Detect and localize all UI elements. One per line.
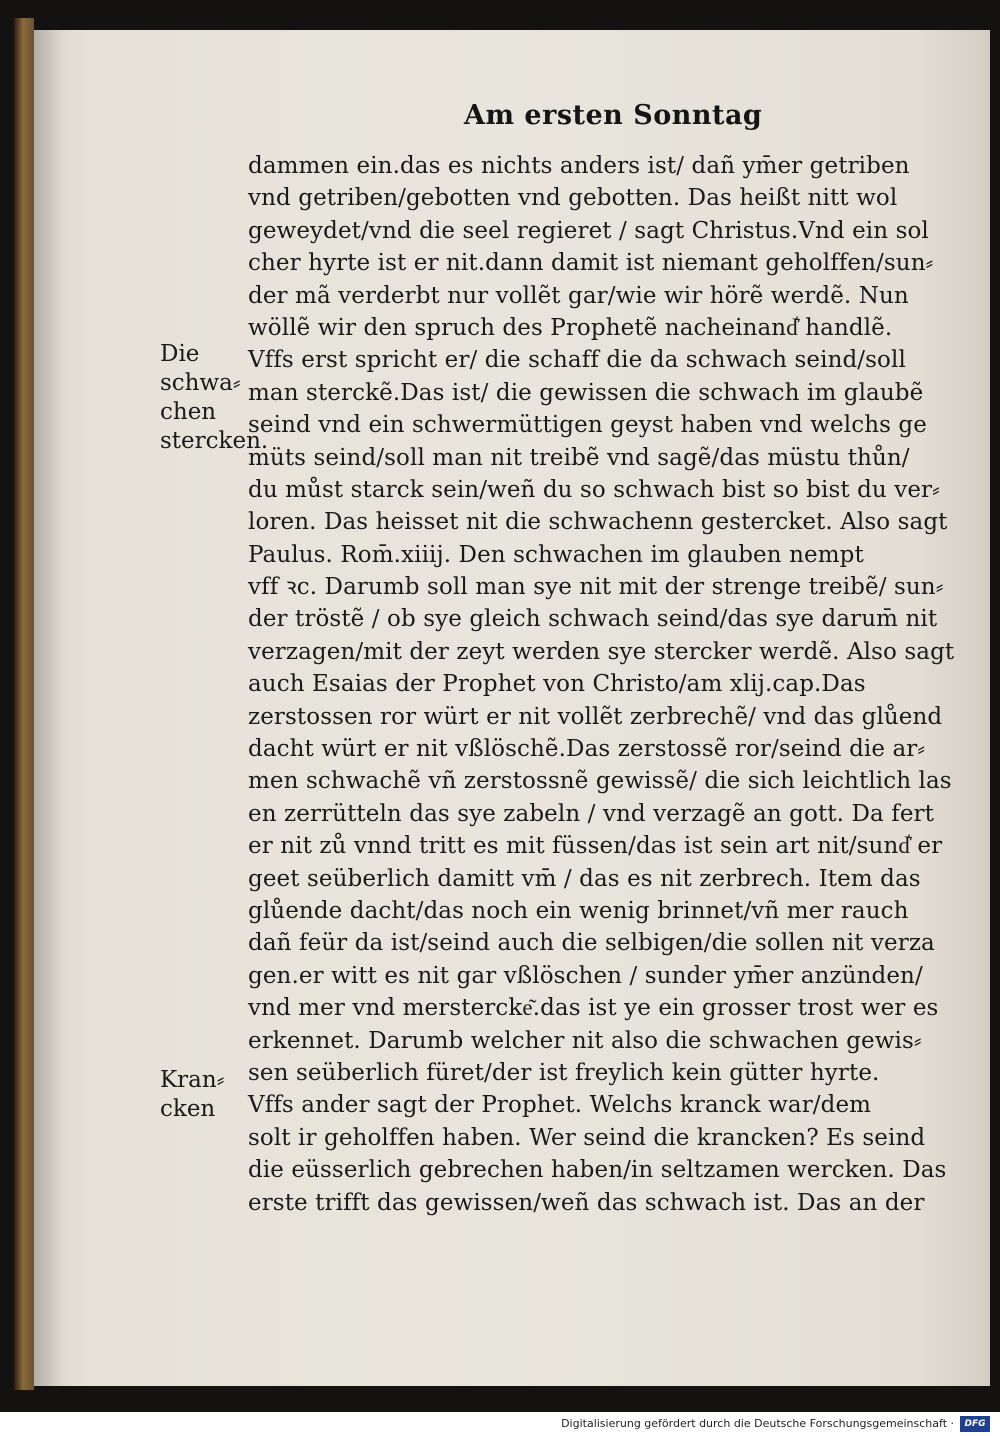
page-gutter-shadow [34,30,64,1386]
dfg-logo: DFG [960,1416,990,1432]
text-line: men schwachẽ vñ zerstossnẽ gewissẽ/ die sich leichtlich las [248,768,952,795]
text-line: loren. Das heisset nit die schwachenn gestercket. Also sagt [248,509,948,536]
text-line: en zerrütteln das sye zabeln / vnd verzagẽ an gott. Da fert [248,800,934,827]
text-line: sen seüberlich füret/der ist freylich kein gütter hyrte. [248,1059,880,1086]
text-line: gen.er witt es nit gar vßlöschen / sunder ym̄er anzünden/ [248,962,923,989]
text-line: erste trifft das gewissen/weñ das schwach ist. Das an der [248,1189,925,1216]
running-head: Am ersten Sonntag [464,100,763,131]
margin-note-krancken [160,1066,224,1124]
text-line: vff ꝛc. Darumb soll man sye nit mit der strenge treibẽ/ sun⸗ [248,574,944,601]
margin-note-line: cken [160,1096,216,1122]
text-line: dacht würt er nit vßlöschẽ.Das zerstossẽ ror/seind die ar⸗ [248,736,926,763]
text-line: geweydet/vnd die seel regieret / sagt Christus.Vnd ein sol [248,217,929,244]
text-line: solt ir geholffen haben. Wer seind die krancken? Es seind [248,1124,926,1151]
text-line: müts seind/soll man nit treibẽ vnd sagẽ/das müstu thůn/ [248,444,910,471]
text-line: vnd getriben/gebotten vnd gebotten. Das heißt nitt wol [248,185,898,212]
margin-note-line: Kran⸗ [160,1067,225,1093]
text-line: der mã verderbt nur vollẽt gar/wie wir hörẽ werdẽ. Nun [248,282,909,309]
text-line: erkennet. Darumb welcher nit also die schwachen gewis⸗ [248,1027,922,1054]
footer-credit: Digitalisierung gefördert durch die Deutsche Forschungsgemeinschaft · [561,1417,954,1430]
text-line: cher hyrte ist er nit.dann damit ist niemant geholffen/sun⸗ [248,250,934,277]
text-line: du můst starck sein/weñ du so schwach bist so bist du ver⸗ [248,476,940,503]
margin-note-die-schwachen-stercken [160,340,268,456]
text-line: er nit zů vnnd tritt es mit füssen/das ist sein art nit/sund͛ er [248,833,943,860]
text-line: zerstossen ror würt er nit vollẽt zerbrechẽ/ vnd das glůend [248,703,943,730]
text-line: geet seüberlich damitt vm̄ / das es nit zerbrech. Item das [248,865,921,892]
margin-note-line: chen [160,399,217,425]
text-line: glůende dacht/das noch ein wenig brinnet/vñ mer rauch [248,897,909,924]
text-line: der tröstẽ / ob sye gleich schwach seind/das sye darum̄ nit [248,606,938,633]
text-line: Paulus. Rom̄.xiiij. Den schwachen im glauben nempt [248,541,864,568]
text-line: vnd mer vnd merstercke͂.das ist ye ein grosser trost wer es [248,995,939,1022]
text-line: auch Esaias der Prophet von Christo/am xlij.cap.Das [248,671,866,698]
text-line: man sterckẽ.Das ist/ die gewissen die schwach im glaubẽ [248,379,924,406]
text-line: verzagen/mit der zeyt werden sye stercker werdẽ. Also sagt [248,638,955,665]
text-line: dañ feür da ist/seind auch die selbigen/die sollen nit verza [248,930,935,957]
body-text [248,150,968,1219]
text-line: die eüsserlich gebrechen haben/in seltzamen wercken. Das [248,1157,947,1184]
text-line: dammen ein.das es nichts anders ist/ dañ ym̄er getriben [248,153,910,179]
text-line: Vffs ander sagt der Prophet. Welchs kranck war/dem [248,1092,872,1119]
margin-note-line: stercken. [160,428,269,454]
book-edge [14,18,34,1390]
text-line: Vffs erst spricht er/ die schaff die da schwach seind/soll [248,347,906,374]
text-line: wöllẽ wir den spruch des Prophetẽ nacheinand͛ handlẽ. [248,314,893,341]
footer-bar [0,1412,1000,1436]
margin-note-line: schwa⸗ [160,370,241,396]
margin-note-line: Die [160,341,200,367]
text-line: seind vnd ein schwermüttigen geyst haben vnd welchs ge [248,412,927,439]
